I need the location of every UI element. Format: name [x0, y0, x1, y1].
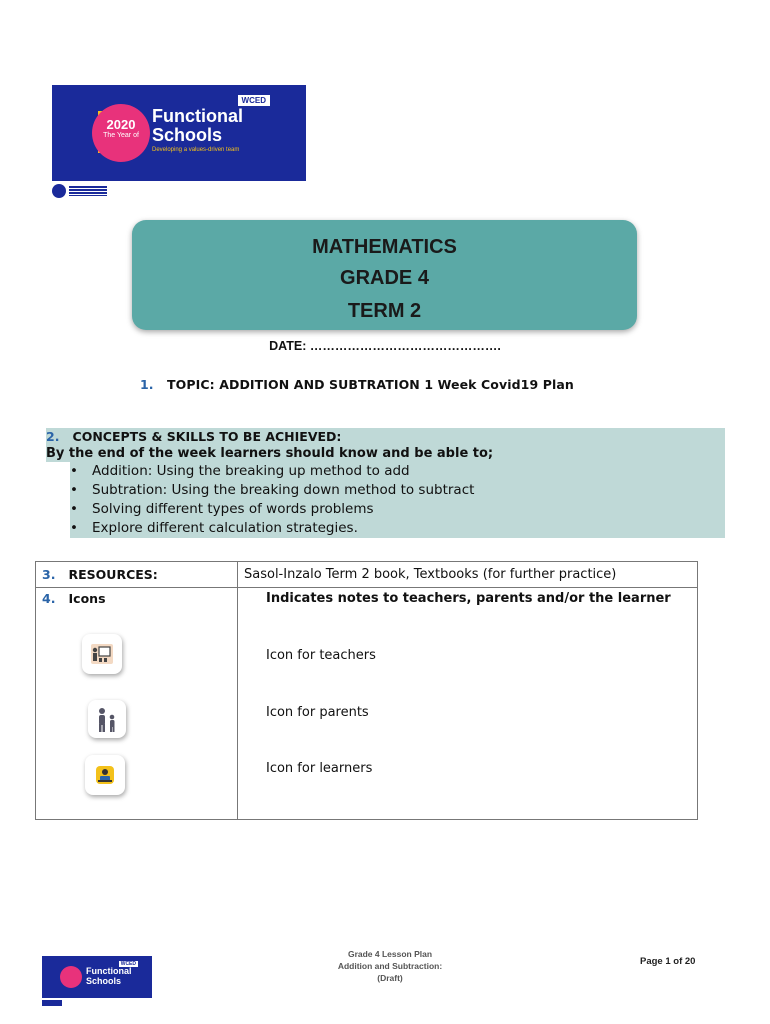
footer-logo	[42, 956, 152, 998]
logo-tagline: Developing a values-driven team	[152, 147, 240, 153]
learner-icon	[85, 755, 125, 795]
parents-icon-text: Icon for parents	[266, 705, 369, 720]
resources-label-cell	[42, 567, 158, 582]
icons-label: Icons	[68, 591, 106, 606]
title-box	[132, 220, 637, 330]
list-item: • Explore different calculation strategies.	[70, 519, 725, 538]
teacher-icon	[82, 634, 122, 674]
icons-number: 4.	[42, 591, 56, 606]
functional-schools-logo	[52, 85, 306, 181]
footer-line1: Grade 4 Lesson Plan	[347, 949, 433, 959]
footer-government-logo	[42, 1000, 62, 1006]
subject-title: MATHEMATICS	[312, 236, 457, 258]
footer-line2: Addition and Subtraction:	[337, 961, 443, 971]
grade-title: GRADE 4	[340, 267, 429, 289]
footer-logo-brand-line2: Schools	[86, 976, 122, 986]
concepts-number: 2.	[46, 429, 60, 444]
topic-text: TOPIC: ADDITION AND SUBTRATION 1 Week Covid19 Plan	[167, 377, 574, 392]
footer-logo-wced: WCED	[120, 961, 136, 967]
list-item: • Addition: Using the breaking up method to add	[70, 462, 725, 481]
concepts-heading-text: CONCEPTS & SKILLS TO BE ACHIEVED:	[72, 429, 342, 444]
logo-brand	[152, 107, 243, 145]
footer-line3: (Draft)	[377, 973, 403, 983]
learner-icon-text: Icon for learners	[266, 761, 373, 776]
resources-label: RESOURCES:	[68, 567, 158, 582]
logo-year-badge	[92, 104, 150, 162]
logo-brand-line2: Schools	[152, 125, 223, 145]
topic-number: 1.	[140, 377, 154, 392]
footer-logo-brand-line1: Functional	[86, 966, 132, 976]
footer-caption	[300, 948, 480, 984]
parents-icon	[88, 700, 126, 738]
logo-year-caption: The Year of	[103, 132, 139, 139]
table-divider	[237, 562, 238, 819]
footer-logo-badge	[60, 966, 82, 988]
list-item: • Solving different types of words problems	[70, 500, 725, 519]
logo-wced: WCED	[238, 95, 270, 106]
resources-value: Sasol-Inzalo Term 2 book, Textbooks (for further practice)	[244, 567, 617, 582]
logo-year: 2020	[106, 117, 136, 132]
concepts-intro: By the end of the week learners should know and be able to;	[46, 445, 725, 462]
teacher-icon-text: Icon for teachers	[266, 648, 376, 663]
page-number: Page 1 of 20	[640, 956, 696, 967]
resources-table	[35, 561, 698, 820]
government-seal-icon	[52, 184, 66, 198]
footer-logo-brand	[86, 966, 132, 986]
resources-number: 3.	[42, 567, 56, 582]
icons-header: Indicates notes to teachers, parents and/or the learner	[266, 591, 671, 606]
concepts-section	[46, 428, 725, 538]
date-line: DATE: ……………………………………….	[269, 339, 501, 353]
logo-brand-line1: Functional	[152, 106, 243, 126]
topic-line	[140, 377, 574, 392]
government-logo	[52, 183, 108, 199]
table-divider	[36, 587, 697, 588]
concepts-heading	[46, 428, 725, 445]
list-item: • Subtration: Using the breaking down method to subtract	[70, 481, 725, 500]
government-wordmark	[69, 186, 107, 196]
icons-label-cell	[42, 591, 106, 606]
term-title: TERM 2	[347, 300, 422, 322]
